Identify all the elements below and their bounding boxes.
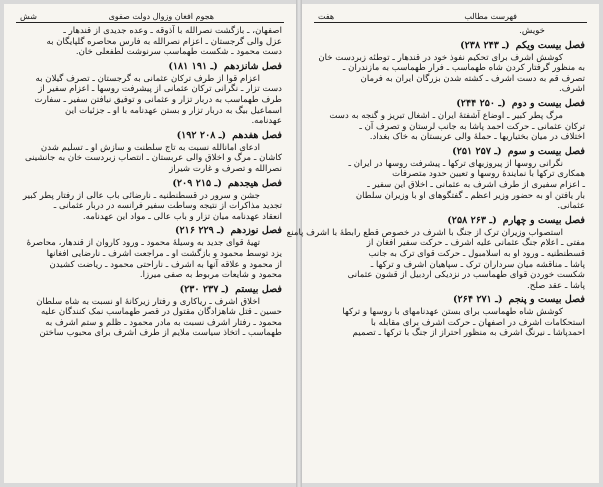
section-title: فصل بیست و دوم [511, 97, 585, 109]
text-line: نگرانی روسها از پیروزیهای ترکها ـ پیشرفت روسها در ایران ـ [348, 158, 563, 169]
text-line: دست محمود ـ شکست طهماسب سرنوشت لطفعلی خان. [75, 47, 282, 58]
text-line: کاشان ـ مرگ و اخلاق والی عربستان ـ انتصاب زبردست خان به جانشینی [25, 153, 282, 164]
text-line: مفتی ـ اعلام جنگ عثمانی علیه اشرف ـ حرکت سفیر افغان از [366, 238, 585, 249]
section-title: فصل بیستم [235, 283, 282, 295]
section-page-range: (۲۶۴ ـ ۲۷۱) [452, 294, 503, 306]
text-line: اختلاف در میان بختیاریها ـ حملهٔ والی عربستان به خاک بغداد. [369, 132, 585, 143]
section-page-range: (۲۴۴ ـ ۲۵۰) [456, 97, 506, 109]
section-title: فصل بیست ویکم [515, 39, 585, 51]
text-line: نصرالله و تصرف و غارت شیراز [169, 163, 282, 174]
section-page-range: (۱۸۱ ـ ۱۹۱) [168, 60, 218, 72]
text-line: پاشا ـ عقد صلح. [527, 280, 585, 291]
text-line: یزد توسط محمود و بازگشت او ـ مراجعت اشرف ـ نارضایی افغانها [46, 248, 282, 259]
section-heading [316, 39, 585, 53]
left-page-number: شش [20, 12, 37, 21]
text-line: اسماعیل بیگ به دربار تزار و بستن عهدنامه با او ـ جزئیات این [65, 105, 282, 116]
text-line: همکاری ترکها با نمایندهٔ روسها و تعیین حدود متصرفات [392, 169, 585, 180]
section-page-range: (۱۹۲ ـ ۲۰۸) [176, 129, 227, 141]
section-heading [316, 97, 585, 111]
text-line: استحکامات اشرف در اصفهان ـ حرکت اشرف برای مقابله با [370, 317, 585, 328]
text-line: محمود و شایعات مربوط به صفی میرزا. [139, 270, 282, 281]
right-page-content [286, 26, 585, 479]
text-line: کوشش شاه طهماسب برای بستن عهدنامهای با روسها و ترکها [342, 307, 563, 318]
text-line: اصفهان، ـ بازگشت نصرالله با آذوقه ـ وعده جدیدی از قندهار ـ [63, 26, 282, 36]
text-line: محمود ـ رفتار اشرف نسبت به مادر محمود ـ ظلم و ستم اشرف به [45, 317, 282, 328]
text-line: پاشا ـ مناقشه میان سرداران ترک ـ سپاهیان اشرف و ترکها ـ [370, 259, 585, 270]
text-line: احمدپاشا ـ نیرنگ اشرف به منظور احتراز از جنگ با ترکها ـ تصمیم [352, 328, 585, 339]
text-line: عزل والی گرجستان ـ اعزام نصرالله به فارس محاصره گلپایگان به [46, 36, 282, 47]
right-running-title: فهرست مطالب [464, 12, 517, 21]
left-header-rule [16, 22, 284, 23]
text-line: اعزام قوا از طرف ترکان عثمانی به گرجستان ـ تصرف گیلان به [35, 73, 260, 84]
left-page-content [18, 26, 282, 479]
section-heading [18, 177, 282, 191]
text-line: تهیهٔ قوای جدید به وسیلهٔ محمود ـ ورود کاروان از قندهار، محاصرهٔ [26, 238, 260, 249]
text-line: جشن و سرور در قسطنطنیه ـ نارضائی باب عالی از رفتار پطر کبیر [22, 190, 260, 201]
text-line: تصرف قم به دست اشرف ـ کشته شدن بزرگان ایران به فرمان [360, 73, 585, 84]
section-title: فصل بیست و چهارم [502, 214, 585, 226]
section-heading [18, 283, 282, 297]
text-line: از محمود و علاقه آنها به اشرف ـ ناراحتی محمود ـ ریاضت کشیدن [49, 259, 282, 270]
text-line: حسین ـ قتل شاهزادگان مقتول در قصر طهماسب نمک کنندگان علیه [40, 307, 282, 318]
section-heading [18, 224, 282, 238]
text-line: طرف طهماسب به دربار تزار و عثمانی و توفیق نیافتن سفیر ـ سفارت [34, 94, 282, 105]
left-book-page [4, 4, 296, 483]
text-line: بار یافتن او به حضور وزیر اعظم ـ گفتگوهای او با وزیران سلطان [355, 190, 585, 201]
text-line: به منظور گرفتار کردن شاه طهماسب ـ فرار طهماسب به مازندران ـ [342, 63, 585, 74]
text-line: قسطنطنیه ـ ورود او به اسلامبول ـ حرکت قوای ترک به جانب [368, 248, 585, 259]
section-heading [18, 129, 282, 143]
text-line: مرگ پطر کبیر ـ اوضاع آشفتهٔ ایران ـ اشغال تبریز و گنجه به دست [329, 110, 563, 121]
section-heading [316, 145, 585, 159]
text-line: خویش. [519, 26, 545, 36]
section-page-range: (۲۰۹ ـ ۲۱۵) [172, 177, 222, 189]
text-line: اشرف. [559, 84, 585, 95]
section-title: فصل هفدهم [232, 129, 282, 141]
right-book-page [286, 4, 599, 483]
section-page-range: (۲۳۰ ـ ۲۳۷) [179, 283, 230, 295]
section-heading [316, 214, 585, 228]
section-heading [316, 293, 585, 307]
section-page-range: (۲۵۸ ـ ۲۶۳) [447, 214, 497, 226]
section-heading [18, 60, 282, 74]
text-line: طهماسب ـ اتخاذ سیاست ملایم از طرف اشرف برای محبوب ساختن [39, 328, 282, 339]
right-header-rule [314, 22, 587, 23]
text-line: عثمانی. [557, 201, 585, 212]
text-line: انعقاد عهدنامه میان تزار و باب عالی ـ مواد این عهدنامه. [82, 211, 282, 222]
left-running-title: هجوم افغان وزوال دولت صفوی [108, 12, 214, 21]
text-line: ترکان عثمانی ـ حرکت احمد پاشا به جانب لرستان و تصرف آن ـ [359, 121, 585, 132]
section-title: فصل بیست و سوم [507, 145, 585, 157]
text-line: اخلاق اشرف ـ ریاکاری و رفتار زیرکانهٔ او نسبت به شاه سلطان [36, 296, 260, 307]
section-title: فصل شانزدهم [223, 60, 282, 72]
section-title: فصل نوزدهم [230, 225, 282, 237]
text-line: شکست خوردن قوای طهماسب در نزدیکی اردبیل از قشون عثمانی [347, 270, 585, 281]
text-line: ادعای امانالله نسبت به تاج سلطنت و سازش او ـ تسلیم شدن [40, 142, 260, 153]
text-line: تجدید مذاکرات از نتیجه وساطت سفیر فرانسه در دربار عثمانی ـ [53, 201, 282, 212]
section-page-range: (۲۳۸ ـ ۲۴۳) [460, 39, 510, 51]
section-title: فصل بیست و پنجم [508, 294, 585, 306]
section-page-range: (۲۱۶ ـ ۲۲۹) [174, 225, 225, 237]
text-line: دست تزار ـ نگرانی ترکان عثمانی از پیشرفت روسها ـ اعزام سفیر از [38, 84, 282, 95]
text-line: کوشش اشرف برای تحکیم نفوذ خود در قندهار ـ توطئه زبردست خان [318, 52, 563, 63]
text-line: ـ اعزام سفیری از طرف اشرف به عثمانی ـ اخلاق این سفیر ـ [367, 179, 585, 190]
text-line: عهدنامه. [251, 116, 282, 127]
section-title: فصل هیجدهم [227, 177, 282, 189]
section-page-range: (۲۵۱ ـ ۲۵۷) [452, 145, 502, 157]
text-line: استصواب وزیران ترک از جنگ با اشرف در خصوص قطع رابطهٔ با اشرف پامنع [286, 227, 563, 238]
right-page-number: هفت [318, 12, 335, 21]
